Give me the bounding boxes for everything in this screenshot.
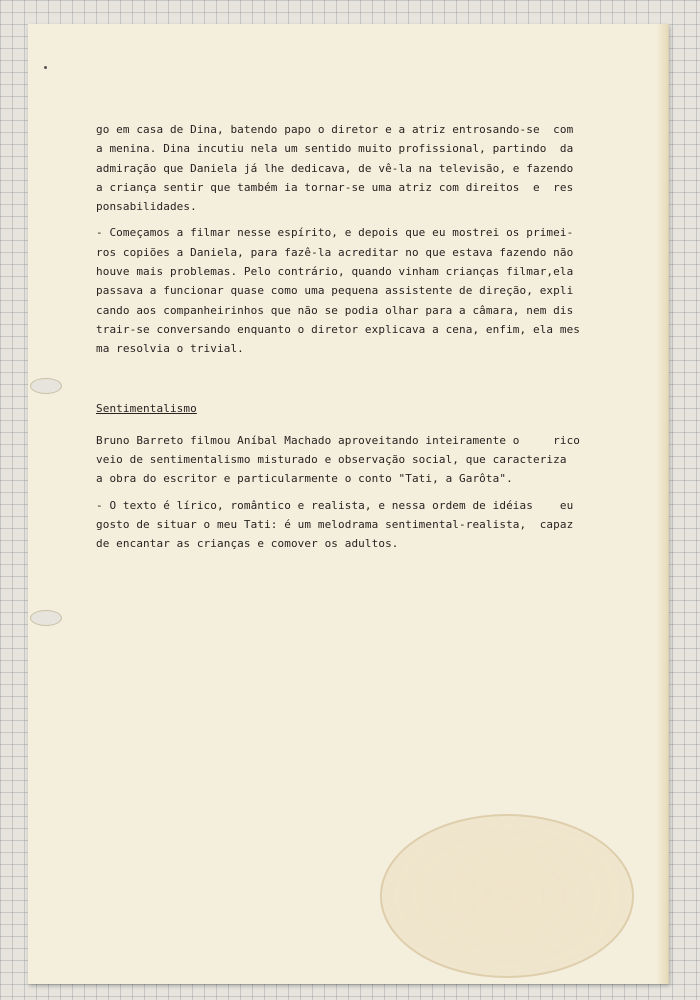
typewritten-text <box>96 120 616 554</box>
paragraph-1 <box>96 120 616 216</box>
text-line: go em casa de Dina, batendo papo o diretor e a atriz entrosando-se com <box>96 123 574 136</box>
text-line: Bruno Barreto filmou Aníbal Machado aproveitando inteiramente o rico <box>96 433 581 447</box>
text-line: ma resolvia o trivial. <box>96 342 244 356</box>
section-paragraph-2 <box>96 496 616 554</box>
text-line: a criança sentir que também ia tornar-se uma atriz com direitos e res <box>96 180 574 194</box>
ink-dot <box>44 66 47 69</box>
text-line: cando aos companheirinhos que não se podia olhar para a câmara, nem dis <box>96 303 574 317</box>
punch-hole-lower <box>30 610 62 626</box>
text-line: - Começamos a filmar nesse espírito, e depois que eu mostrei os primei- <box>96 226 574 240</box>
text-line: de encantar as crianças e comover os adultos. <box>96 537 399 551</box>
punch-hole-upper <box>30 378 62 394</box>
section-paragraph-1 <box>96 431 616 489</box>
paragraph-2 <box>96 223 616 358</box>
text-line: gosto de situar o meu Tati: é um melodrama sentimental-realista, capaz <box>96 518 574 532</box>
water-stain <box>380 814 634 978</box>
section-heading: Sentimentalismo <box>96 401 197 415</box>
text-line: veio de sentimentalismo misturado e observação social, que caracteriza <box>96 453 567 467</box>
text-line: passava a funcionar quase como uma pequena assistente de direção, expli <box>96 284 574 298</box>
text-line: trair-se conversando enquanto o diretor explicava a cena, enfim, ela mes <box>96 322 581 336</box>
text-line: ros copiões a Daniela, para fazê-la acreditar no que estava fazendo não <box>96 245 574 259</box>
text-line: a menina. Dina incutiu nela um sentido muito profissional, partindo da <box>96 142 574 156</box>
text-line: houve mais problemas. Pelo contrário, quando vinham crianças filmar,ela <box>96 265 574 279</box>
text-line: ponsabilidades. <box>96 200 197 214</box>
text-line: admiração que Daniela já lhe dedicava, de vê-la na televisão, e fazendo <box>96 161 574 175</box>
text-line: - O texto é lírico, romântico e realista, e nessa ordem de idéias eu <box>96 498 574 512</box>
text-line: a obra do escritor e particularmente o conto "Tati, a Garôta". <box>96 472 513 486</box>
